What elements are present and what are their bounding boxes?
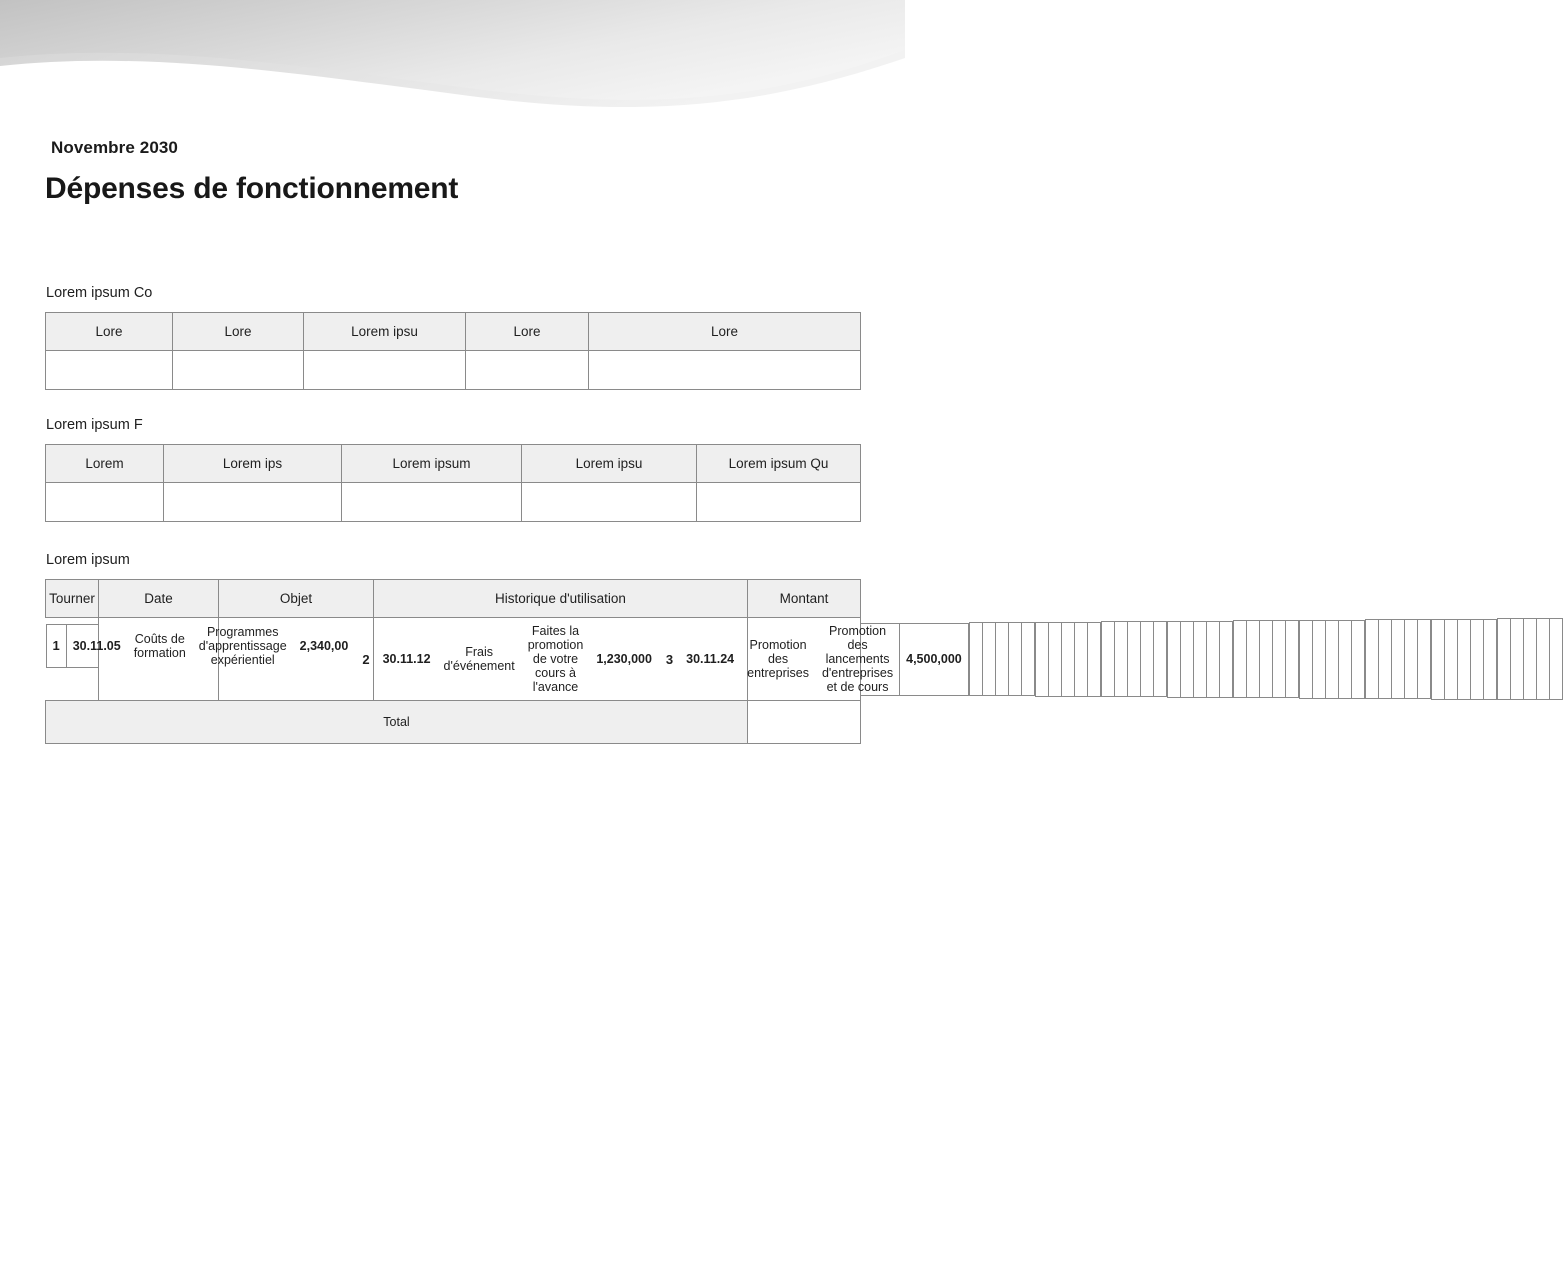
ledger-body bbox=[46, 618, 962, 701]
cell-objet[interactable]: Frais d'événement bbox=[437, 624, 521, 695]
total-value[interactable] bbox=[748, 701, 861, 744]
page-title: Dépenses de fonctionnement bbox=[45, 172, 459, 205]
table-cell[interactable] bbox=[522, 483, 697, 522]
cell-historique[interactable]: Faites la promotion de votre cours à l'avance bbox=[521, 624, 590, 695]
cell-date[interactable] bbox=[982, 623, 995, 696]
cell-historique[interactable] bbox=[1404, 620, 1417, 699]
cell-objet[interactable] bbox=[1391, 620, 1404, 699]
column-header: Lorem ips bbox=[164, 445, 342, 483]
cell-tourner[interactable] bbox=[1365, 620, 1378, 699]
column-header: Lorem ipsum bbox=[342, 445, 522, 483]
cell-objet[interactable] bbox=[1061, 622, 1074, 696]
table-header-row bbox=[46, 313, 861, 351]
cell-historique[interactable] bbox=[1470, 619, 1483, 699]
cell-historique[interactable] bbox=[1008, 623, 1021, 696]
cell-tourner[interactable] bbox=[1035, 622, 1048, 696]
table-row bbox=[46, 351, 861, 390]
cell-date[interactable] bbox=[1114, 622, 1127, 697]
expense-ledger-table bbox=[45, 579, 962, 744]
cell-montant[interactable] bbox=[1483, 619, 1496, 699]
section-two-table bbox=[45, 444, 861, 522]
cell-tourner[interactable] bbox=[969, 623, 982, 696]
table-header-row bbox=[46, 445, 861, 483]
column-header: Lore bbox=[46, 313, 173, 351]
cell-date[interactable] bbox=[1246, 621, 1259, 698]
cell-date[interactable]: 30.11.12 bbox=[376, 624, 437, 695]
cell-tourner[interactable]: 2 bbox=[356, 624, 376, 695]
cell-date[interactable] bbox=[1312, 620, 1325, 698]
cell-objet[interactable] bbox=[1127, 622, 1140, 697]
header-wave-decoration bbox=[0, 0, 905, 130]
document-date: Novembre 2030 bbox=[51, 138, 178, 157]
table-cell[interactable] bbox=[164, 483, 342, 522]
table-cell[interactable] bbox=[46, 351, 173, 390]
cell-historique[interactable] bbox=[1206, 621, 1219, 697]
cell-historique[interactable] bbox=[1338, 620, 1351, 698]
cell-montant[interactable] bbox=[1549, 619, 1562, 700]
cell-date[interactable] bbox=[1510, 619, 1523, 700]
table-cell[interactable] bbox=[342, 483, 522, 522]
column-header-objet: Objet bbox=[219, 580, 374, 618]
section-one-label: Lorem ipsum Co bbox=[46, 285, 153, 301]
cell-objet[interactable] bbox=[995, 623, 1008, 696]
column-header: Lorem bbox=[46, 445, 164, 483]
cell-tourner[interactable] bbox=[1233, 621, 1246, 698]
cell-montant[interactable] bbox=[1285, 621, 1298, 698]
table-header-row bbox=[46, 580, 861, 618]
cell-montant[interactable]: 1,230,000 bbox=[590, 624, 659, 695]
cell-tourner[interactable] bbox=[1299, 620, 1312, 698]
cell-date[interactable] bbox=[1378, 620, 1391, 699]
cell-montant[interactable] bbox=[1351, 620, 1364, 698]
section-two-label: Lorem ipsum F bbox=[46, 417, 143, 433]
cell-objet[interactable] bbox=[1325, 620, 1338, 698]
cell-date[interactable] bbox=[1048, 622, 1061, 696]
column-header-montant: Montant bbox=[748, 580, 861, 618]
cell-objet[interactable] bbox=[1259, 621, 1272, 698]
cell-objet[interactable]: Coûts de formation bbox=[127, 624, 192, 667]
cell-objet[interactable] bbox=[1457, 619, 1470, 699]
cell-historique[interactable]: Promotion des lancements d'entreprises et de cours bbox=[815, 623, 899, 695]
table-cell[interactable] bbox=[697, 483, 861, 522]
cell-tourner[interactable]: 3 bbox=[659, 623, 679, 695]
column-header: Lorem ipsu bbox=[304, 313, 466, 351]
cell-montant[interactable]: 4,500,000 bbox=[900, 623, 969, 695]
section-three bbox=[45, 552, 962, 744]
cell-historique[interactable] bbox=[1074, 622, 1087, 696]
cell-historique[interactable] bbox=[1536, 619, 1549, 700]
cell-tourner[interactable]: 1 bbox=[46, 624, 66, 667]
cell-tourner[interactable] bbox=[1431, 619, 1444, 699]
cell-historique[interactable] bbox=[1272, 621, 1285, 698]
total-label: Total bbox=[46, 701, 748, 744]
table-cell[interactable] bbox=[304, 351, 466, 390]
column-header: Lore bbox=[589, 313, 861, 351]
cell-tourner[interactable] bbox=[1497, 619, 1510, 700]
table-cell[interactable] bbox=[589, 351, 861, 390]
column-header: Lore bbox=[173, 313, 304, 351]
table-cell[interactable] bbox=[466, 351, 589, 390]
column-header: Lore bbox=[466, 313, 589, 351]
cell-montant[interactable] bbox=[1219, 621, 1232, 697]
cell-historique[interactable]: Programmes d'apprentissage expérientiel bbox=[192, 624, 293, 667]
cell-date[interactable] bbox=[1180, 621, 1193, 697]
cell-date[interactable]: 30.11.24 bbox=[680, 623, 741, 695]
cell-tourner[interactable] bbox=[1101, 622, 1114, 697]
cell-montant[interactable] bbox=[1417, 620, 1430, 699]
table-row bbox=[46, 618, 861, 701]
table-cell[interactable] bbox=[46, 483, 164, 522]
section-two bbox=[45, 417, 860, 522]
title-block bbox=[45, 138, 745, 207]
section-three-label: Lorem ipsum bbox=[46, 552, 130, 568]
total-row bbox=[46, 701, 861, 744]
table-cell[interactable] bbox=[173, 351, 304, 390]
column-header-historique: Historique d'utilisation bbox=[374, 580, 748, 618]
column-header-date: Date bbox=[99, 580, 219, 618]
cell-objet[interactable] bbox=[1523, 619, 1536, 700]
column-header: Lorem ipsu bbox=[522, 445, 697, 483]
cell-montant[interactable] bbox=[1087, 622, 1100, 696]
cell-montant[interactable] bbox=[1021, 623, 1034, 696]
cell-date[interactable]: 30.11.05 bbox=[66, 624, 127, 667]
cell-historique[interactable] bbox=[1140, 622, 1153, 697]
column-header-tourner: Tourner bbox=[46, 580, 99, 618]
cell-montant[interactable]: 2,340,00 bbox=[293, 624, 355, 667]
section-one bbox=[45, 285, 860, 390]
table-row bbox=[46, 483, 861, 522]
cell-objet[interactable] bbox=[1193, 621, 1206, 697]
cell-tourner[interactable] bbox=[1167, 621, 1180, 697]
cell-date[interactable] bbox=[1444, 619, 1457, 699]
cell-objet[interactable]: Promotion des entreprises bbox=[741, 623, 816, 695]
column-header: Lorem ipsum Qu bbox=[697, 445, 861, 483]
section-one-table bbox=[45, 312, 861, 390]
cell-montant[interactable] bbox=[1153, 622, 1166, 697]
